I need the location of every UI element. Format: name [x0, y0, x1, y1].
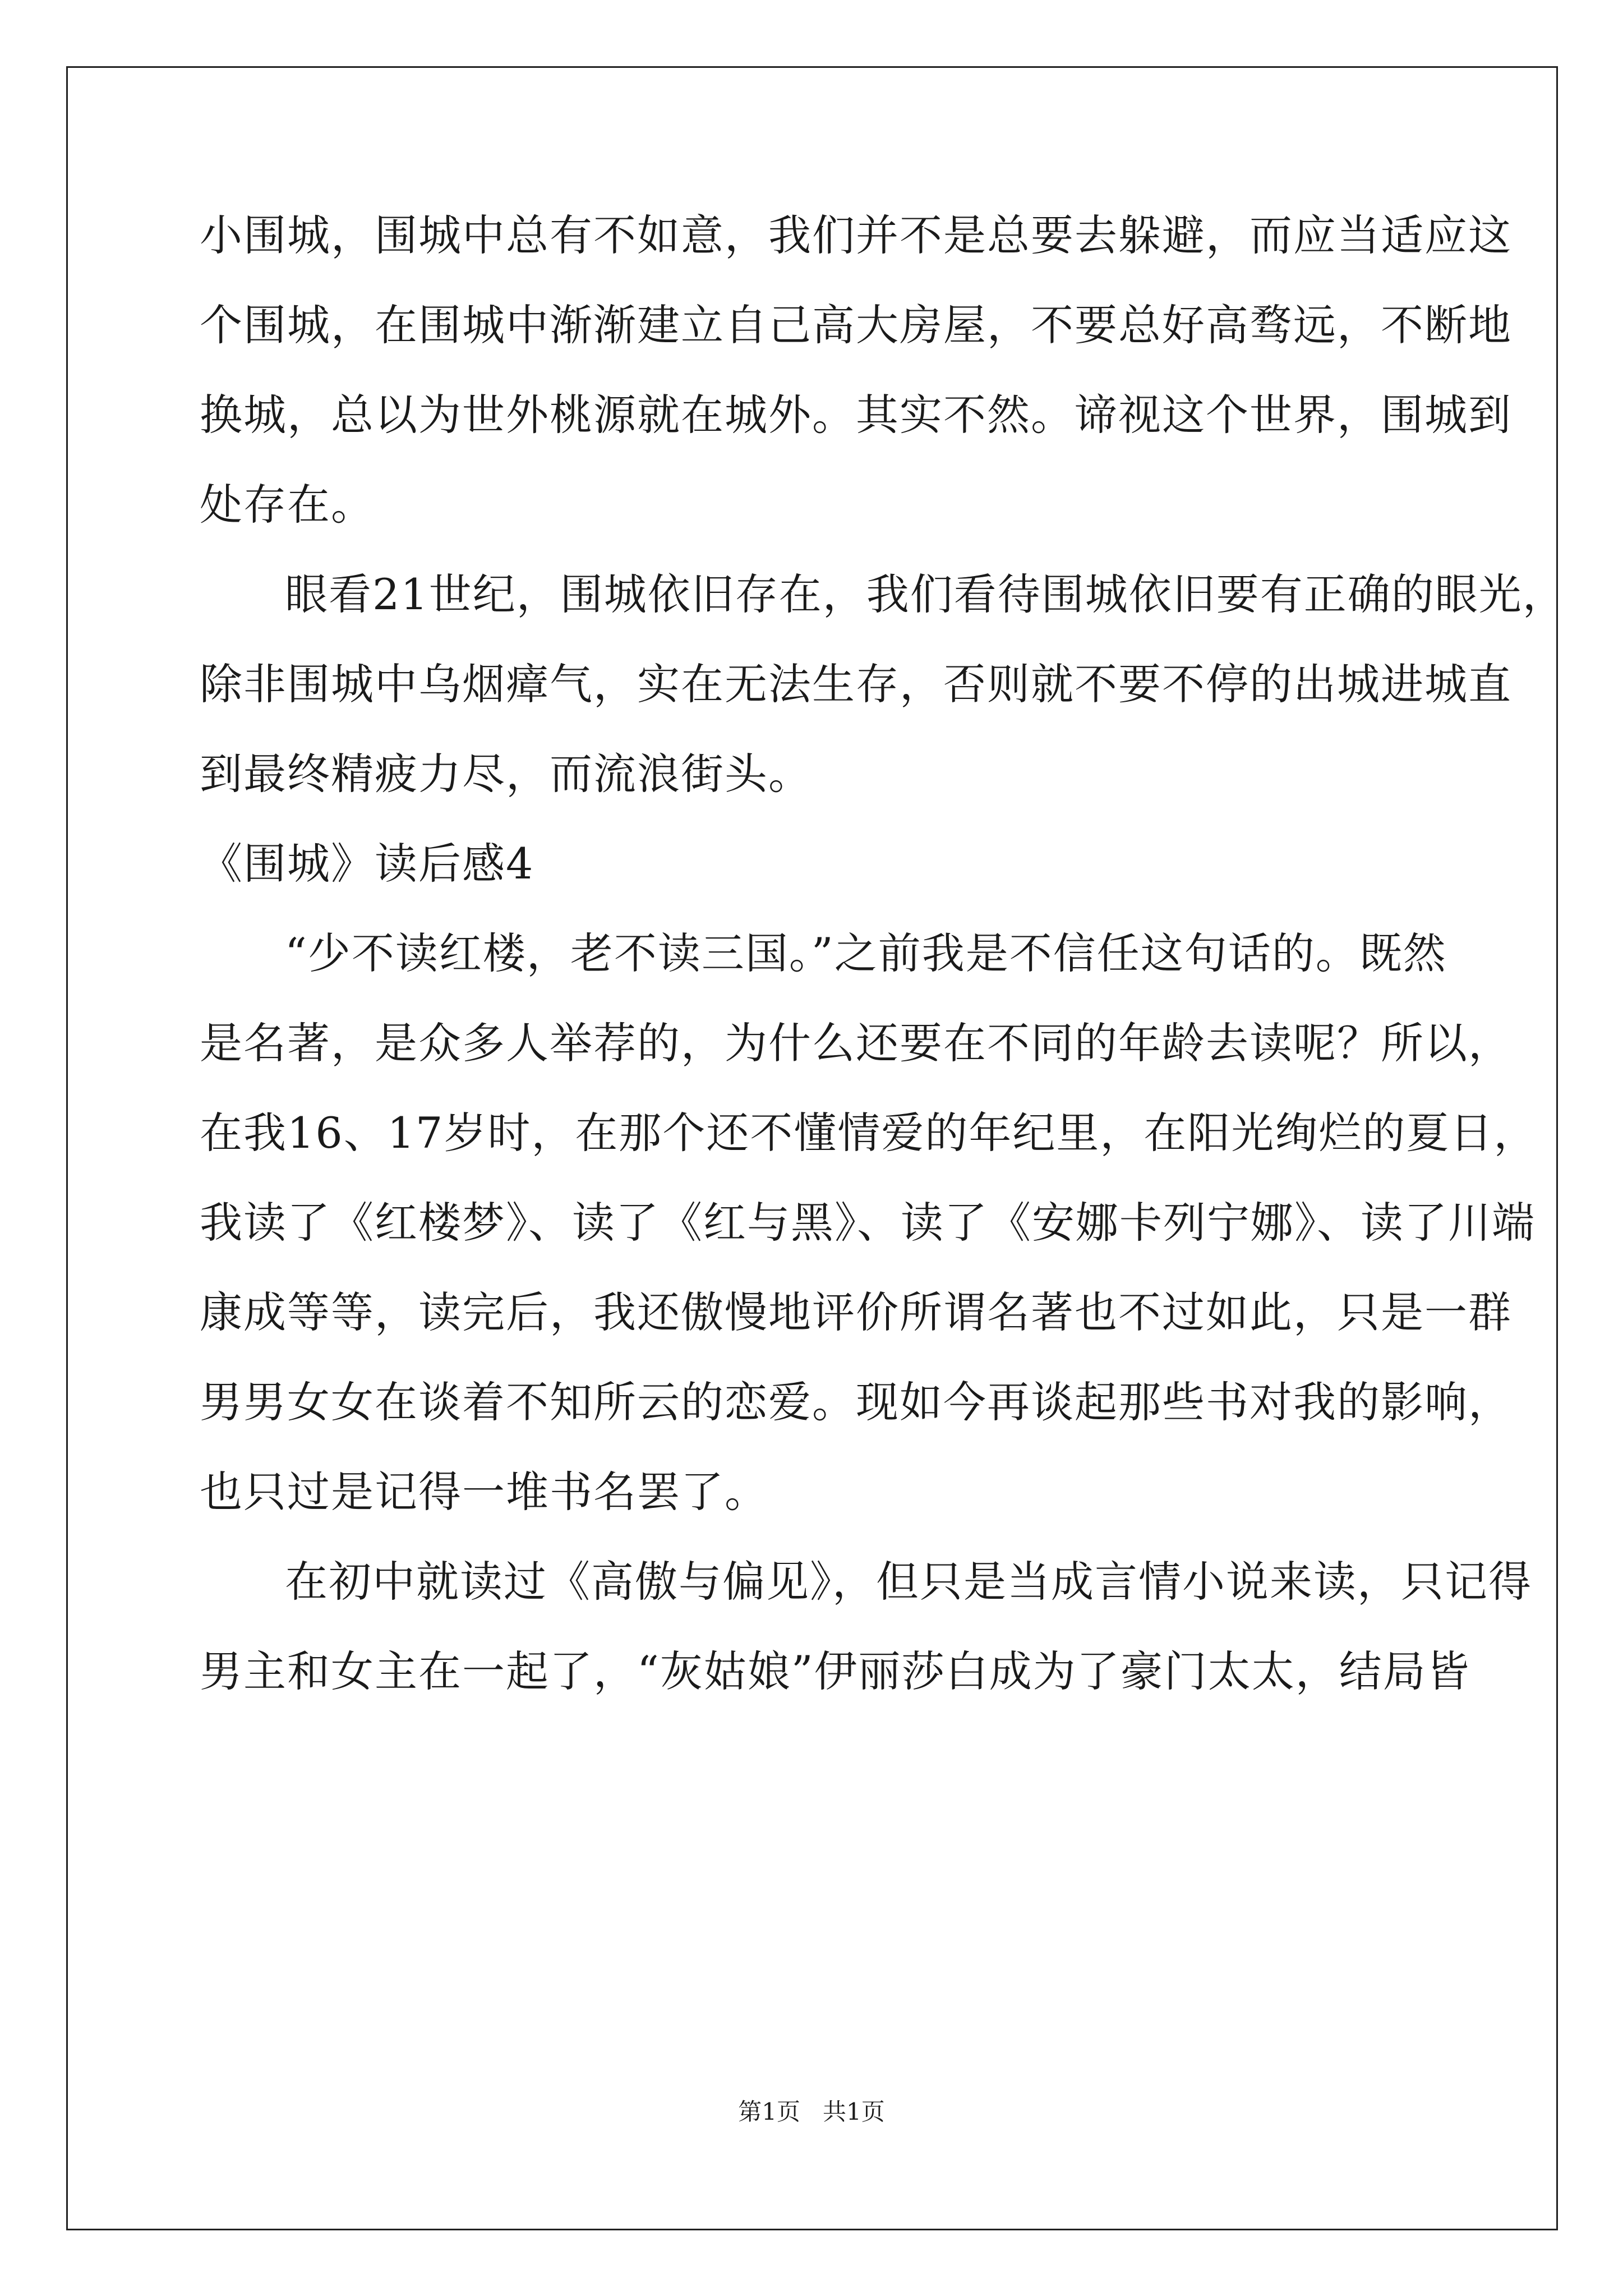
text-line: 处存在。	[200, 480, 375, 530]
text-line: 是名著，是众多人举荐的，为什么还要在不同的年龄去读呢？所以，	[200, 1018, 1512, 1068]
text-line: 我读了《红楼梦》、读了《红与黑》、读了《安娜卡列宁娜》、读了川端	[200, 1198, 1536, 1248]
section-heading: 《围城》读后感4	[200, 839, 534, 889]
document-body	[200, 191, 1566, 1717]
text-line: 换城，总以为世外桃源就在城外。其实不然。谛视这个世界，围城到	[200, 390, 1512, 440]
text-line: 到最终精疲力尽，而流浪街头。	[200, 749, 812, 799]
text-line: 个围城，在围城中渐渐建立自己高大房屋，不要总好高骛远，不断地	[200, 300, 1512, 350]
page-footer	[0, 2095, 1623, 2129]
text-line: 除非围城中乌烟瘴气，实在无法生存，否则就不要不停的出城进城直	[200, 659, 1512, 709]
text-line: “少不读红楼，老不读三国。”之前我是不信任这句话的。既然	[285, 928, 1447, 978]
page-total: 共1页	[823, 2098, 885, 2125]
text-line: 也只过是记得一堆书名罢了。	[200, 1467, 768, 1517]
text-line: 小围城，围城中总有不如意，我们并不是总要去躲避，而应当适应这	[200, 210, 1512, 260]
text-line: 眼看21世纪，围城依旧存在，我们看待围城依旧要有正确的眼光，	[285, 569, 1566, 619]
text-line: 康成等等，读完后，我还傲慢地评价所谓名著也不过如此，只是一群	[200, 1287, 1512, 1337]
text-line: 在初中就读过《高傲与偏见》，但只是当成言情小说来读，只记得	[285, 1557, 1532, 1607]
text-line: 在我16、17岁时，在那个还不懂情爱的年纪里，在阳光绚烂的夏日，	[200, 1108, 1538, 1158]
text-line: 男主和女主在一起了，“灰姑娘”伊丽莎白成为了豪门太太，结局皆	[200, 1646, 1470, 1696]
text-line: 男男女女在谈着不知所云的恋爱。现如今再谈起那些书对我的影响，	[200, 1377, 1512, 1427]
page-number: 第1页	[738, 2098, 800, 2125]
